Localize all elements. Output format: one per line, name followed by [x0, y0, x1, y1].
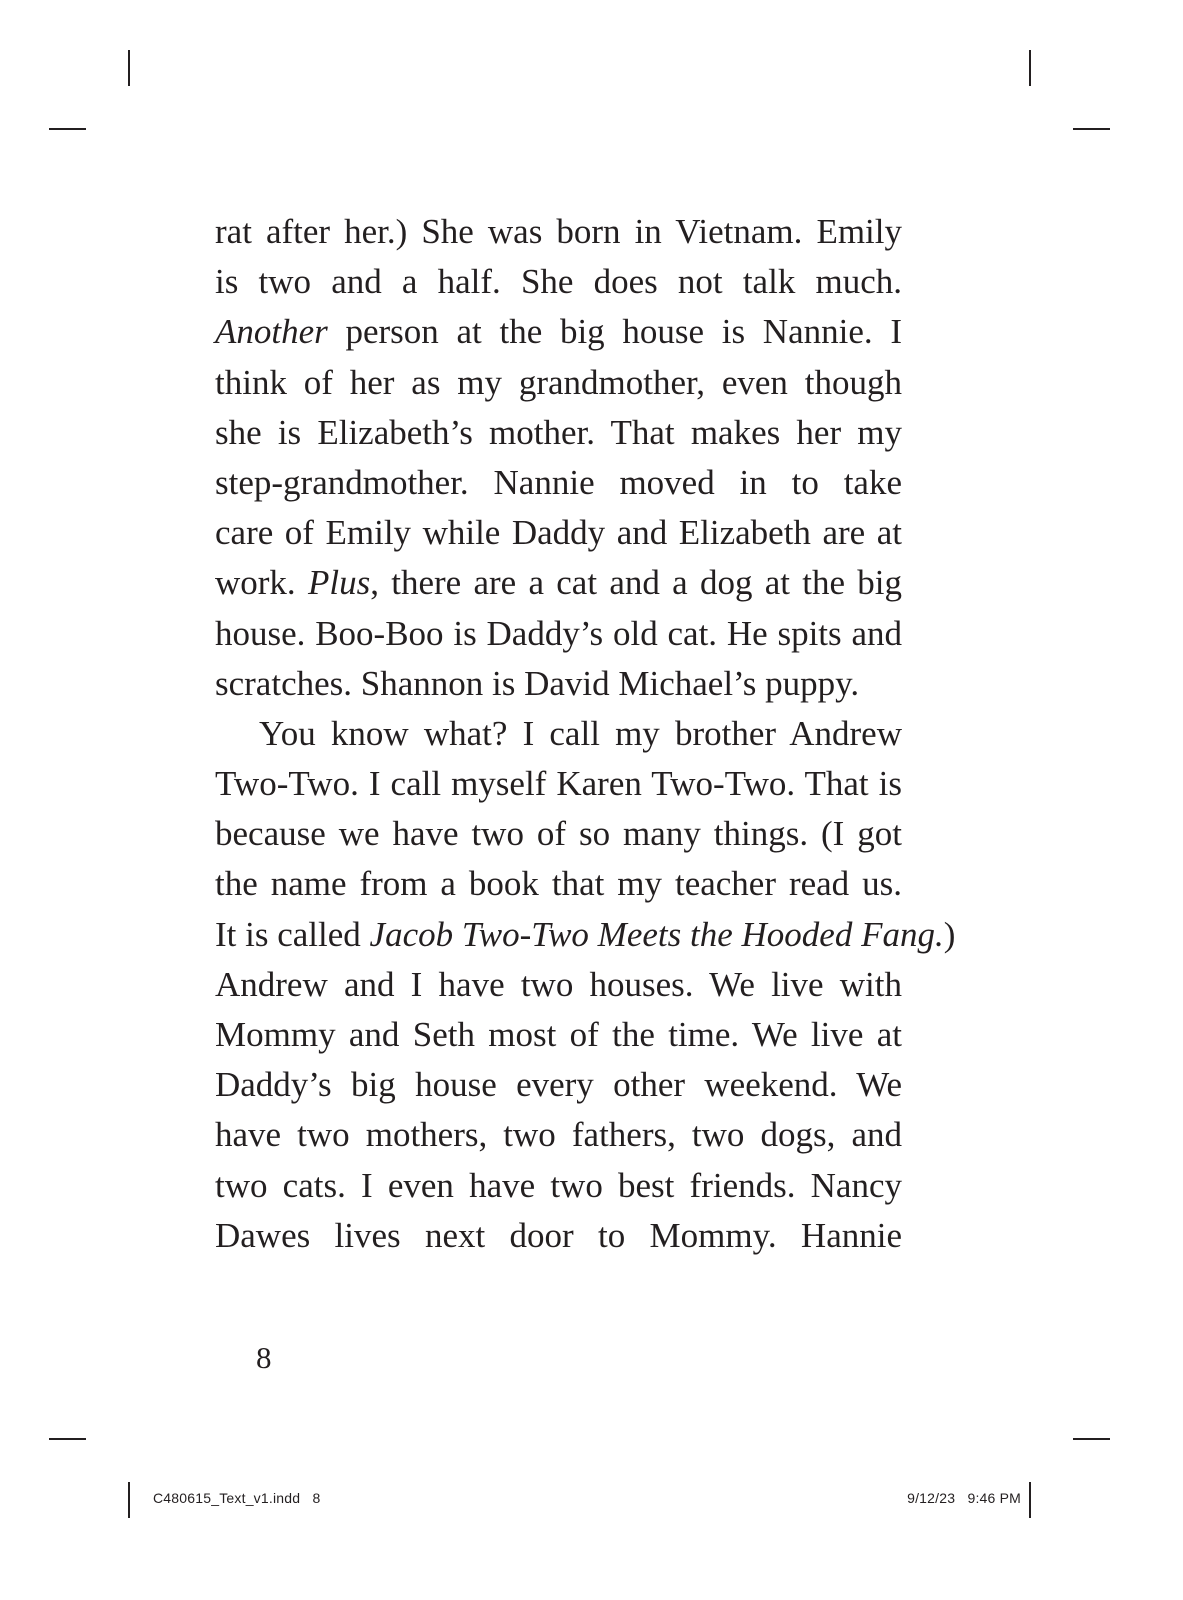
text-segment: is two and a half. She does not talk much.: [215, 262, 902, 302]
text-line: [215, 1060, 902, 1110]
text-segment: care of Emily while Daddy and Elizabeth are at: [215, 513, 902, 553]
crop-mark-bottom-right: [1029, 1482, 1031, 1518]
text-segment: work.: [215, 563, 308, 603]
text-segment: the name from a book that my teacher read us.: [215, 864, 902, 904]
text-line: [215, 910, 956, 960]
slug-datetime: 9/12/23 9:46 PM: [907, 1490, 1021, 1506]
italic-text: Jacob Two-Two Meets the Hooded Fang.: [369, 914, 944, 954]
text-segment: Daddy’s big house every other weekend. We: [215, 1065, 902, 1105]
text-segment: because we have two of so many things. (I got: [215, 814, 902, 854]
crop-mark-top-left-horizontal: [49, 128, 86, 130]
text-segment: house. Boo-Boo is Daddy’s old cat. He spits and: [215, 613, 902, 653]
text-segment: two cats. I even have two best friends. Nancy: [215, 1165, 902, 1205]
crop-mark-bottom-left: [128, 1482, 130, 1518]
text-segment: step-grandmother. Nannie moved in to take: [215, 462, 902, 502]
text-line: [215, 1110, 902, 1160]
text-line: [215, 859, 902, 909]
text-line: [215, 458, 902, 508]
text-segment: have two mothers, two fathers, two dogs, and: [215, 1115, 902, 1155]
text-segment: rat after her.) She was born in Vietnam. Emily: [215, 212, 902, 251]
text-line: [215, 558, 902, 608]
text-line: [215, 508, 902, 558]
crop-mark-top-left: [128, 50, 130, 86]
text-line: [215, 257, 902, 307]
text-segment: , there are a cat and a dog at the big: [370, 563, 903, 603]
text-line: [215, 659, 902, 709]
text-segment: she is Elizabeth’s mother. That makes her my: [215, 412, 902, 452]
crop-mark-top-right: [1029, 50, 1031, 86]
text-segment: think of her as my grandmother, even though: [215, 362, 902, 402]
text-line: [215, 358, 902, 408]
text-segment: Dawes lives next door to Mommy. Hannie: [215, 1215, 902, 1255]
crop-mark-top-right-horizontal: [1073, 128, 1110, 130]
text-segment: You know what? I call my brother Andrew: [259, 713, 902, 753]
text-segment: person at the big house is Nannie. I: [327, 312, 902, 352]
slug-filename: C480615_Text_v1.indd 8: [153, 1490, 321, 1506]
text-line: [215, 960, 902, 1010]
crop-mark-bottom-left-horizontal: [49, 1438, 86, 1440]
text-line: [215, 759, 902, 809]
text-segment: ): [943, 914, 956, 954]
text-line: [215, 408, 902, 458]
text-line: [215, 207, 902, 257]
text-segment: Andrew and I have two houses. We live with: [215, 964, 902, 1004]
italic-text: Plus: [307, 563, 371, 603]
text-segment: It is called: [215, 914, 370, 954]
text-segment: Two-Two. I call myself Karen Two-Two. That is: [215, 764, 902, 804]
text-segment: scratches. Shannon is David Michael’s puppy.: [215, 663, 860, 703]
page-number: 8: [256, 1340, 272, 1375]
italic-text: Another: [215, 312, 328, 352]
body-text: [215, 207, 956, 1261]
text-line: [215, 609, 902, 659]
text-line: [215, 1010, 902, 1060]
text-line: [215, 1211, 902, 1261]
text-line: [215, 1161, 902, 1211]
crop-mark-bottom-right-horizontal: [1073, 1438, 1110, 1440]
text-segment: Mommy and Seth most of the time. We live at: [215, 1015, 902, 1054]
text-line: [215, 809, 902, 859]
text-line: [215, 709, 902, 759]
text-line: [215, 307, 902, 357]
